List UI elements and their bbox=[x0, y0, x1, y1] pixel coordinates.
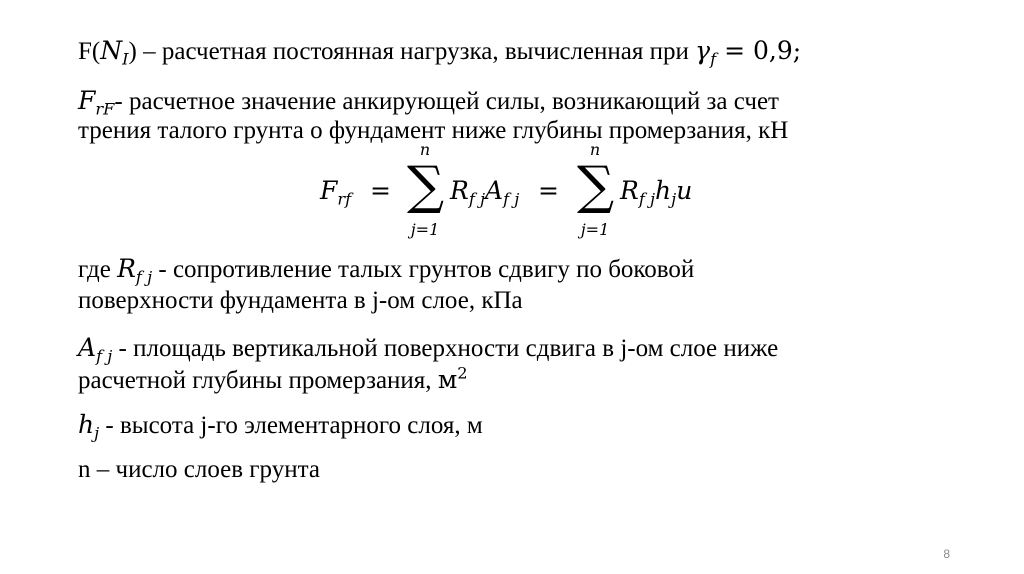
formula-term-R-A: $R_{f j}A_{f j}$ bbox=[450, 176, 520, 209]
text-line-shear-resistance bbox=[78, 254, 694, 285]
text-fragment: ) – расчетная постоянная нагрузка, вычисленная при bbox=[128, 38, 696, 65]
text-line-layer-height bbox=[78, 410, 483, 441]
math-subscript: I bbox=[122, 49, 129, 69]
text-fragment: n – число слоев грунта bbox=[78, 456, 320, 483]
sum-lower-limit: j=1 bbox=[410, 220, 440, 239]
formula-equals: = bbox=[370, 176, 391, 205]
text-fragment: трения талого грунта о фундамент ниже глубины промерзания, кН bbox=[78, 117, 789, 144]
math-unit: м bbox=[437, 365, 458, 394]
text-line-shear-area bbox=[78, 333, 778, 364]
text-line-layer-count bbox=[78, 455, 320, 485]
math-subscript: f bbox=[710, 49, 717, 69]
text-fragment: поверхности фундамента в j-ом слое, кПа bbox=[78, 287, 523, 314]
text-fragment: - расчетное значение анкирующей силы, возникающий за счет bbox=[114, 88, 779, 115]
text-line-load-definition bbox=[78, 36, 801, 67]
math-equals-value: = 0,9; bbox=[716, 36, 802, 65]
page-number: 8 bbox=[943, 547, 950, 561]
sum-upper-limit: n bbox=[419, 140, 431, 159]
sum-lower-limit: j=1 bbox=[580, 220, 610, 239]
sum-sign: ∑ bbox=[577, 156, 615, 216]
math-symbol-gamma: γ bbox=[695, 36, 711, 65]
sum-sign: ∑ bbox=[407, 156, 445, 216]
text-fragment: F( bbox=[78, 38, 101, 65]
math-superscript: 2 bbox=[457, 363, 468, 383]
text-fragment: - высота j-го элементарного слоя, м bbox=[99, 412, 483, 439]
math-subscript: rF bbox=[95, 99, 115, 119]
math-symbol-A: A bbox=[78, 333, 97, 362]
text-line-surface bbox=[78, 286, 523, 316]
math-symbol-R: R bbox=[117, 254, 136, 283]
text-line-anchoring-force bbox=[78, 86, 779, 117]
text-fragment: - площадь вертикальной поверхности сдвига в j-ом слое ниже bbox=[112, 335, 779, 362]
text-line-freezing-depth bbox=[78, 365, 468, 396]
formula-lhs: $F_{rf}$ bbox=[320, 176, 352, 209]
formula-equals: = bbox=[538, 176, 559, 205]
math-symbol-h: h bbox=[78, 410, 95, 439]
math-symbol-F: F bbox=[78, 86, 96, 115]
math-symbol-N: N bbox=[100, 36, 123, 65]
text-fragment: расчетной глубины промерзания, bbox=[78, 367, 438, 394]
math-subscript: f j bbox=[96, 346, 113, 366]
formula-anchoring-force bbox=[320, 138, 740, 246]
text-fragment: - сопротивление талых грунтов сдвигу по боковой bbox=[152, 256, 695, 283]
formula-term-R-h-u: $R_{f j}h_ju$ bbox=[620, 176, 693, 209]
math-subscript: f j bbox=[135, 267, 153, 287]
math-subscript: j bbox=[94, 423, 100, 443]
sum-upper-limit: n bbox=[589, 140, 601, 159]
text-fragment: где bbox=[78, 256, 118, 283]
